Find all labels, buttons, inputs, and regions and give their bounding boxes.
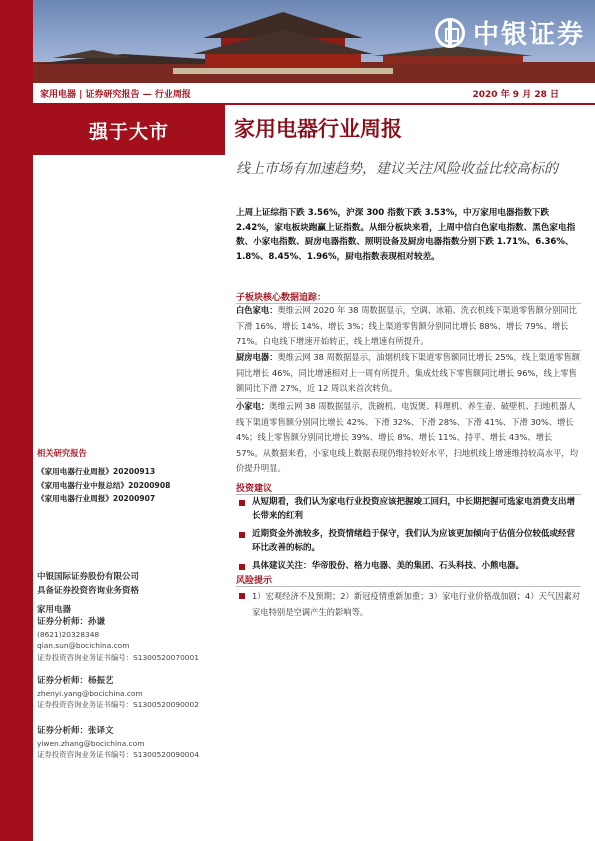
tracking-text: 奥维云网 38 周数据显示，洗碗机、电饭煲、料理机、养生壶、破壁机、扫地机器人线下渠道零售额分别同比增长 42%、下滑 32%、下滑 28%、下滑 41%、下滑 30%、增长 4%；线上零售额分别同比增长 39%、增长 8%、增长 11%、持平、增长 43%、增长 57%。从数据来看，小家电线上数据表现仍维持较好水平，扫地机线上增速维持较高水平，均价提升明显。	[236, 401, 579, 473]
tracking-label: 白色家电：	[236, 305, 278, 315]
industry-label: 家用电器	[37, 605, 72, 615]
tracking-heading: 子板块核心数据追踪：	[236, 293, 327, 303]
boc-logo-icon	[435, 18, 465, 48]
risk-heading: 风险提示	[236, 576, 273, 586]
tracking-label: 厨房电器：	[236, 352, 278, 362]
analyst-block	[37, 617, 199, 663]
related-reports-heading: 相关研究报告	[37, 448, 87, 458]
bullet-icon	[239, 593, 245, 599]
tracking-item-small-appliances	[236, 399, 581, 477]
header-banner	[33, 0, 595, 83]
bullet-icon	[239, 532, 245, 538]
analyst-block	[37, 726, 199, 761]
related-reports-list	[37, 465, 170, 506]
divider	[236, 586, 581, 587]
tracking-item-white-goods	[236, 303, 581, 350]
analyst-block	[37, 676, 199, 711]
related-report-link[interactable]: 《家用电器行业中报总结》20200908	[37, 480, 171, 490]
company-qualification: 具备证券投资咨询业务资格	[37, 585, 140, 596]
analyst-phone: (8621)20328348	[37, 629, 100, 639]
analyst-title: 证券分析师：杨振艺	[37, 676, 114, 686]
company-name: 中银国际证券股份有限公司	[37, 572, 140, 582]
bullet-icon	[239, 500, 245, 506]
rating-tagline: 强于大市	[88, 121, 169, 143]
related-report-link[interactable]: 《家用电器行业周报》20200913	[37, 467, 156, 476]
investment-item: 具体建议关注：华帝股份、格力电器、美的集团、石头科技、小熊电器。	[236, 560, 581, 574]
analyst-title: 证券分析师：孙谦	[37, 617, 106, 627]
related-report-link[interactable]: 《家用电器行业周报》20200907	[37, 494, 156, 503]
risk-list	[236, 589, 581, 620]
report-date: 2020 年 9 月 28 日	[472, 90, 559, 100]
left-accent-bar	[0, 0, 33, 841]
tracking-item-kitchen	[236, 350, 581, 397]
company-info	[37, 571, 139, 598]
investment-item: 近期资金外流较多，投资情绪趋于保守，我们认为应该更加倾向于估值分位较低或经营环比改善的标的。	[236, 528, 581, 555]
risk-item: 1）宏观经济不及预期；2）新冠疫情重新加重；3）家电行业价格战加剧；4）天气因素对家电特别是空调产生的影响等。	[236, 589, 581, 620]
analyst-license: 证券投资咨询业务证书编号：S1300520090004	[37, 750, 199, 759]
report-title: 家用电器行业周报	[234, 117, 402, 141]
analyst-title: 证券分析师：张译文	[37, 726, 114, 736]
brand-name: 中银证券	[472, 20, 585, 50]
analyst-email[interactable]: zhenyi.yang@bocichina.com	[37, 688, 143, 698]
divider	[236, 494, 581, 495]
investment-list	[236, 496, 581, 579]
analyst-email[interactable]: yiwen.zhang@bocichina.com	[37, 738, 145, 748]
investment-heading: 投资建议	[236, 484, 273, 494]
breadcrumb: 家用电器 | 证券研究报告 — 行业周报	[40, 90, 191, 100]
tracking-text: 奥维云网 38 周数据显示，油烟机线下渠道零售额同比增长 25%，线上渠道零售额同比增长 46%，同比增速相对上一周有所提升。集成灶线下零售额同比增长 96%，线上零售额同比下滑 27%，近 12 周以来首次转负。	[236, 352, 580, 393]
tracking-label: 小家电：	[236, 401, 270, 411]
report-subtitle: 线上市场有加速趋势，建议关注风险收益比较高标的	[236, 161, 558, 177]
brand-logo-group	[435, 14, 585, 51]
investment-item: 从短期看，我们认为家电行业投资应该把握竣工回归，中长期把握可选家电消费支出增长带来的红利	[236, 496, 581, 523]
analyst-license: 证券投资咨询业务证书编号：S1300520070001	[37, 652, 199, 662]
bullet-icon	[239, 564, 245, 570]
rating-box	[33, 105, 225, 155]
market-summary: 上周上证综指下跌 3.56%，沪深 300 指数下跌 3.53%，中万家用电器指数下跌 2.42%，家电板块跑赢上证指数。从细分板块来看，上周中信白色家电指数、黑色家电指数、小家电指数、厨房电器指数、照明设备及厨房电器指数分别下跌 1.71%、6.36%、1.8%、8.45%、1.96%，厨电指数表现相对较差。	[236, 208, 576, 262]
analyst-license: 证券投资咨询业务证书编号：S1300520090002	[37, 700, 199, 709]
info-bar	[33, 83, 595, 105]
analyst-email[interactable]: qian.sun@bocichina.com	[37, 641, 130, 650]
tracking-text: 奥维云网 2020 年 38 周数据显示，空调、冰箱、洗衣机线下渠道零售额分别同比下滑 16%、增长 14%、增长 3%；线上渠道零售额分别同比增长 88%、增长 79%、增长 71%。白电线下增速开始转正，线上增速有所提升。	[236, 305, 577, 346]
